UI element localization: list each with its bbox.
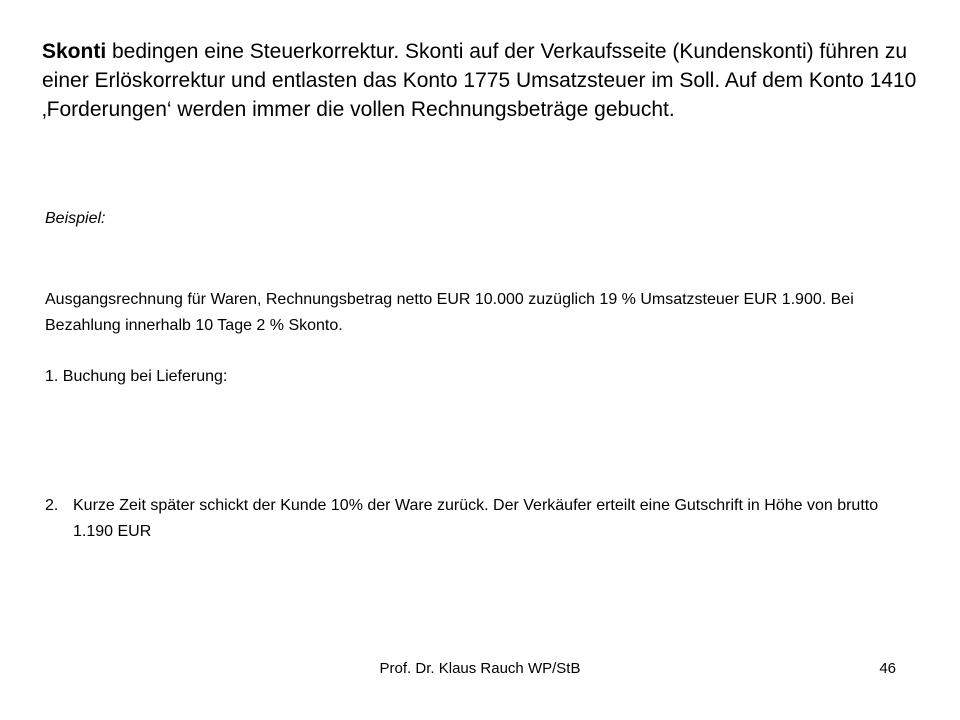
step-1-booking-on-delivery: 1. Buchung bei Lieferung:: [45, 368, 228, 385]
example-heading: Beispiel:: [45, 210, 106, 227]
intro-text: bedingen eine Steuerkorrektur. Skonti auf der Verkaufsseite (Kundenskonti) führen zu einer Erlöskorrektur und entlasten das Konto 1775 Umsatzsteuer im Soll. Auf dem Konto 1410 ‚Forderungen‘ werden immer die vollen Rechnungsbeträge gebucht.: [42, 40, 917, 121]
intro-lead-term: Skonti: [42, 40, 107, 63]
page-number: 46: [879, 660, 896, 677]
step-2-return: [45, 493, 905, 545]
example-case-description: Ausgangsrechnung für Waren, Rechnungsbetrag netto EUR 10.000 zuzüglich 19 % Umsatzsteuer EUR 1.900. Bei Bezahlung innerhalb 10 Tage 2 % Skonto.: [45, 291, 854, 334]
intro-paragraph: [42, 37, 922, 124]
step-2-number: 2.: [45, 497, 59, 514]
step-2-text: Kurze Zeit später schickt der Kunde 10% der Ware zurück. Der Verkäufer erteilt eine Gutschrift in Höhe von brutto 1.190 EUR: [73, 497, 879, 540]
footer-author: Prof. Dr. Klaus Rauch WP/StB: [379, 660, 581, 677]
